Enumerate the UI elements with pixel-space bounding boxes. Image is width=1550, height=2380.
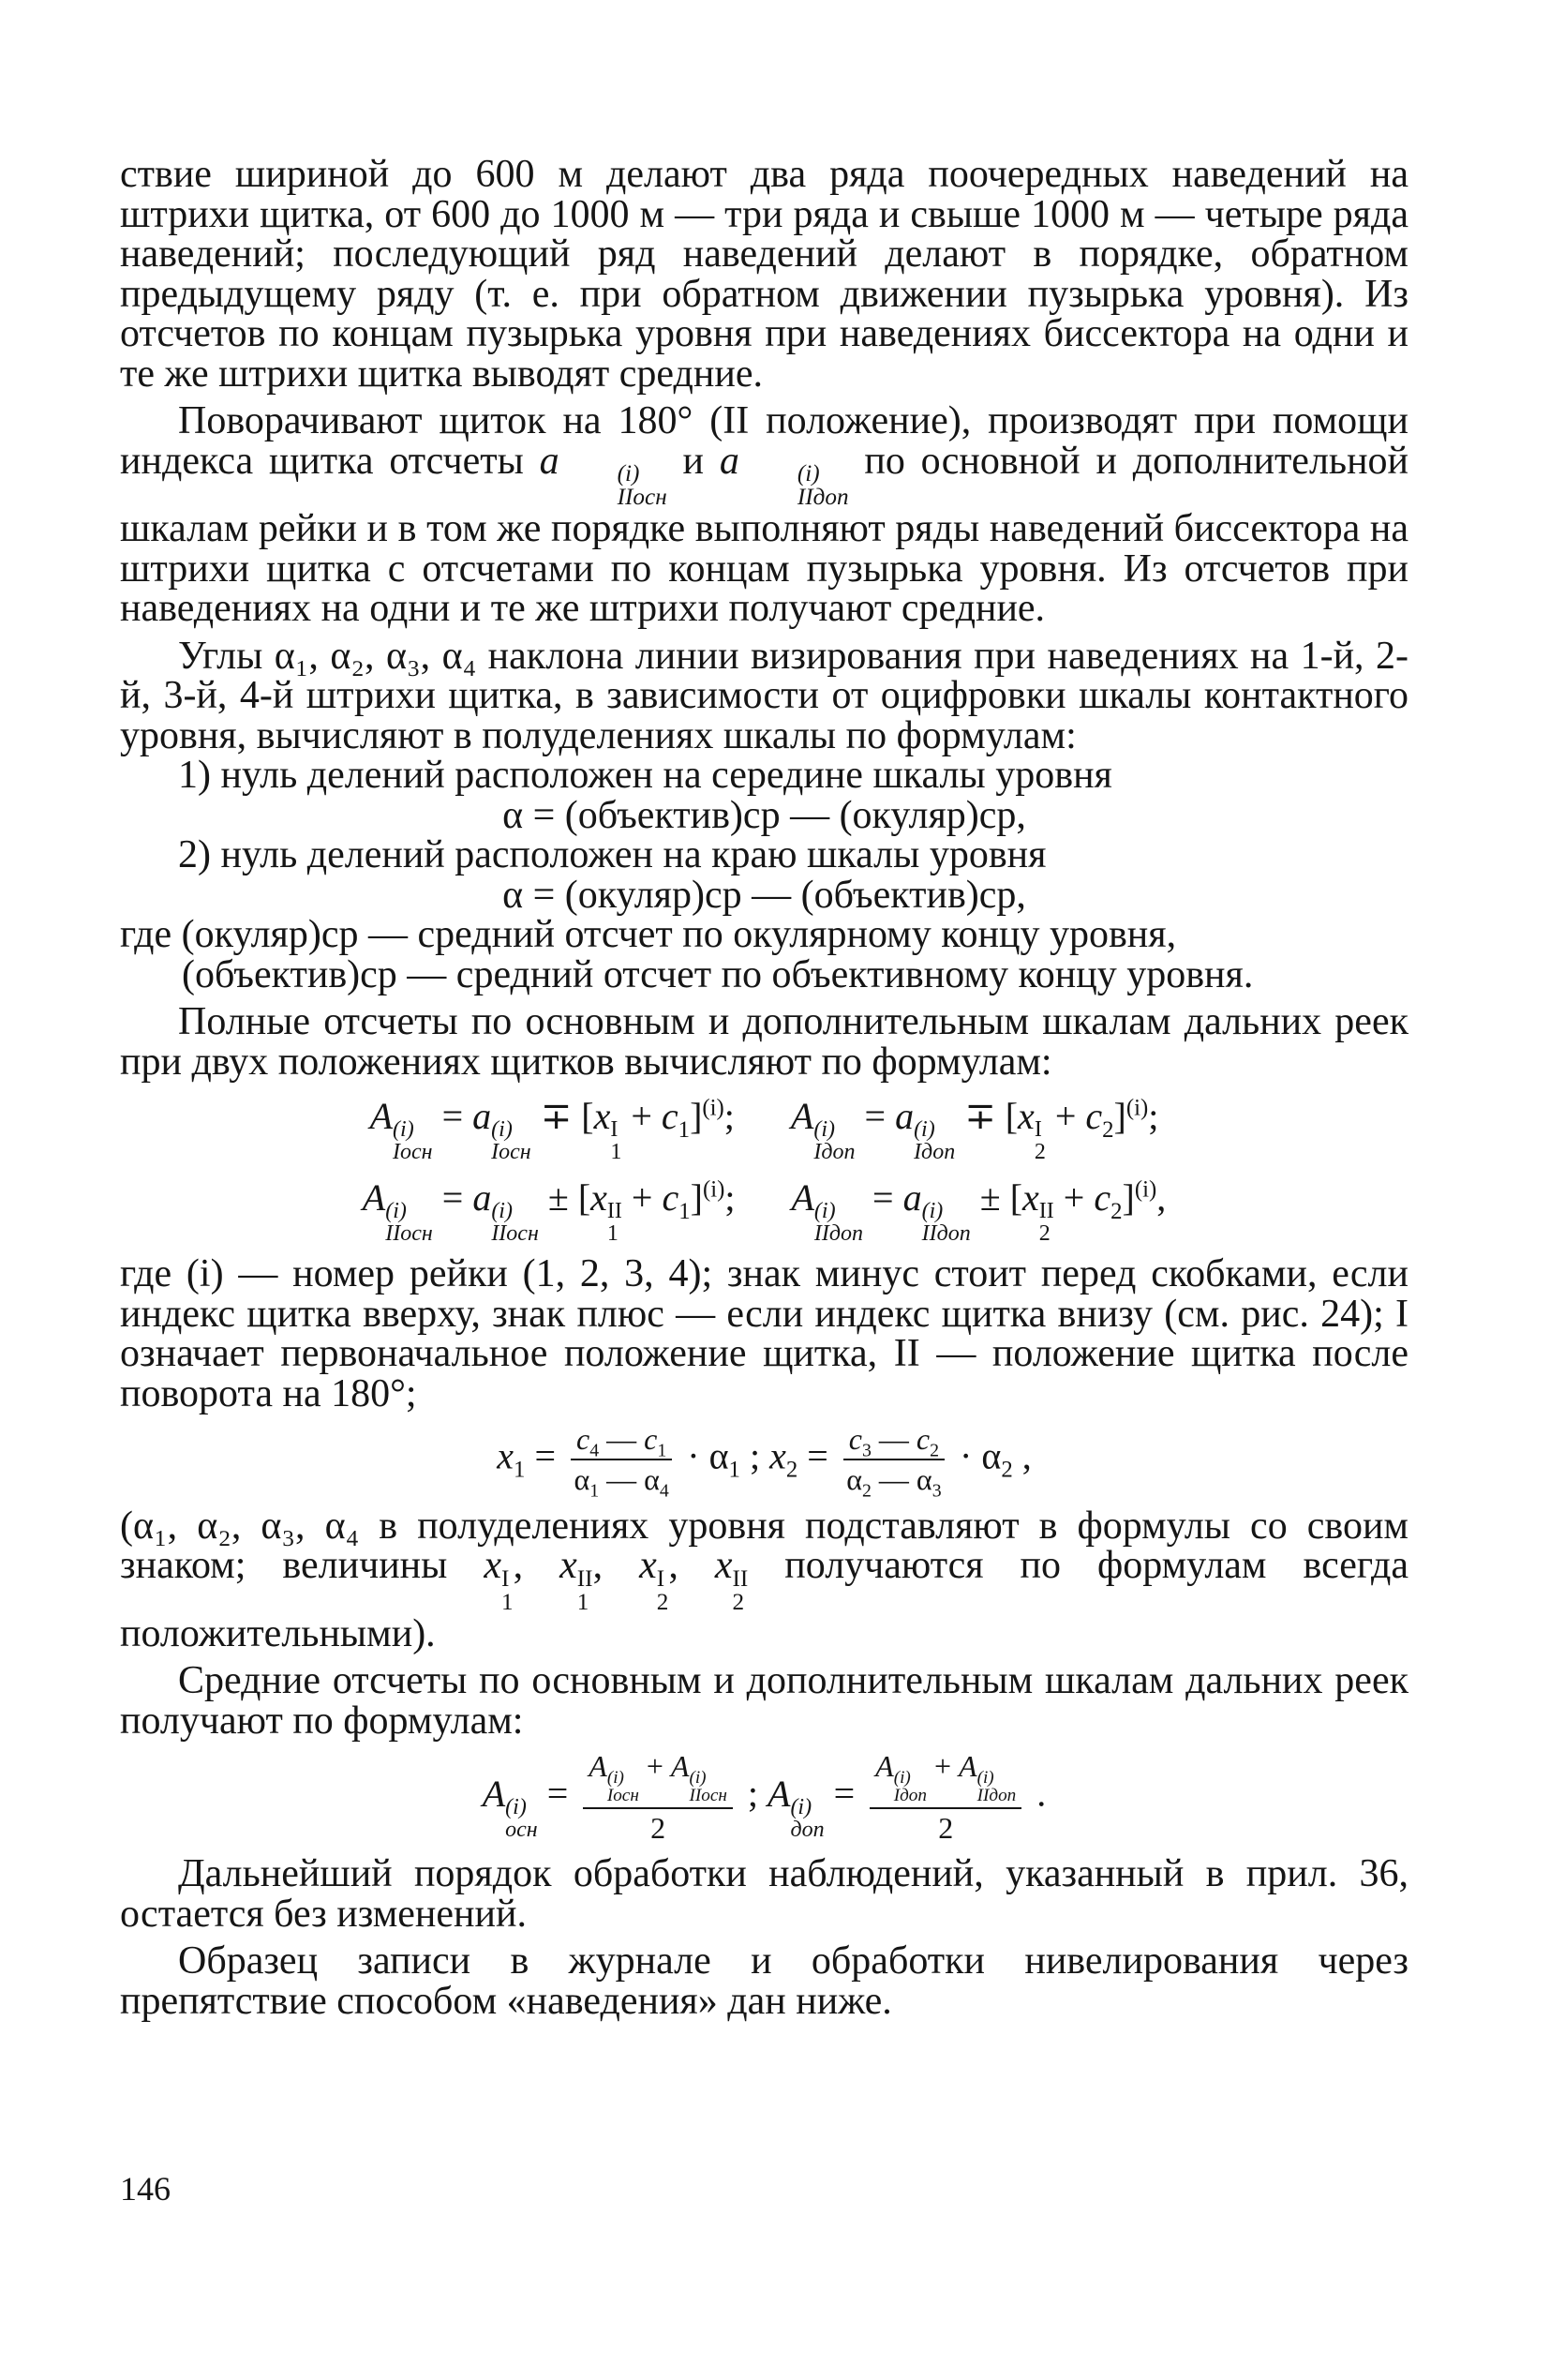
case-1-text: 1) нуль делений расположен на середине шкалы уровня [178,754,1112,798]
reading-a-ii-add: a (i) IIдоп [719,439,849,511]
paragraph-6-part-2: получаются по формулам всегда положительными). [120,1544,1409,1655]
formula-x: $x_1$ = $\frac{c_4 — c_1}{\alpha_1 — \alpha_4}$ · $\alpha_1$ ; $x_2$ = $\frac{c_3 — c_2}{\alpha_2 — \alpha_3}$ · $\alpha_2$ , [497,1422,1032,1502]
paragraph-6: (α₁, α₂, α₃, α₄ в полуделениях уровня подставляют в формулы со своим знаком; величины x I 1 , x II 1 , x I 2 , x II 2 получаются по формулам всегда положительными). [120,1504,1409,1655]
where-line-1: где (окуляр)ср — средний отсчет по окулярному концу уровня, [120,913,1177,957]
paragraph-6-part-1: (α₁, α₂, α₃, α₄ в полуделениях уровня подставляют в формулы со своим знаком; величины [120,1504,1408,1588]
paragraph-9: Образец записи в журнале и обработки нивелирования через препятствие способом «наведения» дан ниже. [120,1939,1408,2023]
formula-full-readings-i: A (i) Iосн = a (i) Iосн ∓ [x I 1 + $c_1]^{(i)}$; A (i) Iдоп = a (i) Iдоп ∓ [x I 2 + $c_2]^{(i)}$; [369,1095,1159,1165]
paragraph-3: Углы α₁, α₂, α₃, α₄ наклона линии визирования при наведениях на 1-й, 2-й, 3-й, 4-й штрихи щитка, в зависимости от оцифровки шкалы контактного уровня, вычисляют в полуделениях шкалы по формулам: [120,634,1408,757]
paragraph-1: ствие шириной до 600 м делают два ряда поочередных наведений на штрихи щитка, от 600 до 1000 м — три ряда и свыше 1000 м — четыре ряда наведений; последующий ряд наведений делают в порядке, обратном предыдущему ряду (т. е. при обратном движении пузырька уровня). Из отсчетов по концам пузырька уровня при наведениях биссектора на одни и те же штрихи щитка выводят средние. [120,153,1408,396]
paragraph-4: Полные отсчеты по основным и дополнительным шкалам дальних реек при двух положениях щитков вычисляют по формулам: [120,1000,1408,1084]
paragraph-8: Дальнейший порядок обработки наблюдений, указанный в прил. 36, остается без изменений. [120,1852,1408,1936]
case-2-text: 2) нуль делений расположен на краю шкалы уровня [178,833,1047,877]
paragraph-2-part-2: по основной и дополнительной шкалам рейки и в том же порядке выполняют ряды наведений биссектора на штрихи щитка с отсчетами по концам пузырька уровня. Из отсчетов при наведениях на одни и те же штрихи получают средние. [120,439,1409,631]
paragraph-2 [120,401,1408,629]
formula-full-readings-ii: A (i) IIосн = a (i) IIосн ± [x II 1 + $c_1]^{(i)}$; A (i) IIдоп = a (i) IIдоп ± [x II 2 + $c_2]^{(i)}$, [362,1176,1167,1247]
reading-a-ii-main: a (i) IIосн [539,439,667,511]
formula-mean-readings: A (i) осн = A (i) Iосн + A (i) IIосн 2 ; A (i) доп = A (i) Iдоп + A (i) IIдоп 2 . [482,1749,1047,1846]
paragraph-2-conj: и [682,439,704,483]
text-body [120,155,1408,2021]
paragraph-5: где (i) — номер рейки (1, 2, 3, 4); знак минус стоит перед скобками, если индекс щитка вверху, знак плюс — если индекс щитка внизу (см. рис. 24); I означает первоначальное положение щитка, II — положение щитка после поворота на 180°; [120,1252,1408,1415]
formula-case-2: α = (окуляр)ср — (объектив)ср, [502,873,1026,917]
paragraph-2-part-1: Поворачивают щиток на 180° (II положение), производят при помощи индекса щитка отсчеты [120,399,1408,483]
paragraph-7: Средние отсчеты по основным и дополнительным шкалам дальних реек получают по формулам: [120,1659,1408,1743]
formula-case-1: α = (объектив)ср — (окуляр)ср, [502,793,1026,837]
page-number: 146 [120,2170,171,2208]
where-line-2: (объектив)ср — средний отсчет по объективному концу уровня. [182,952,1254,996]
